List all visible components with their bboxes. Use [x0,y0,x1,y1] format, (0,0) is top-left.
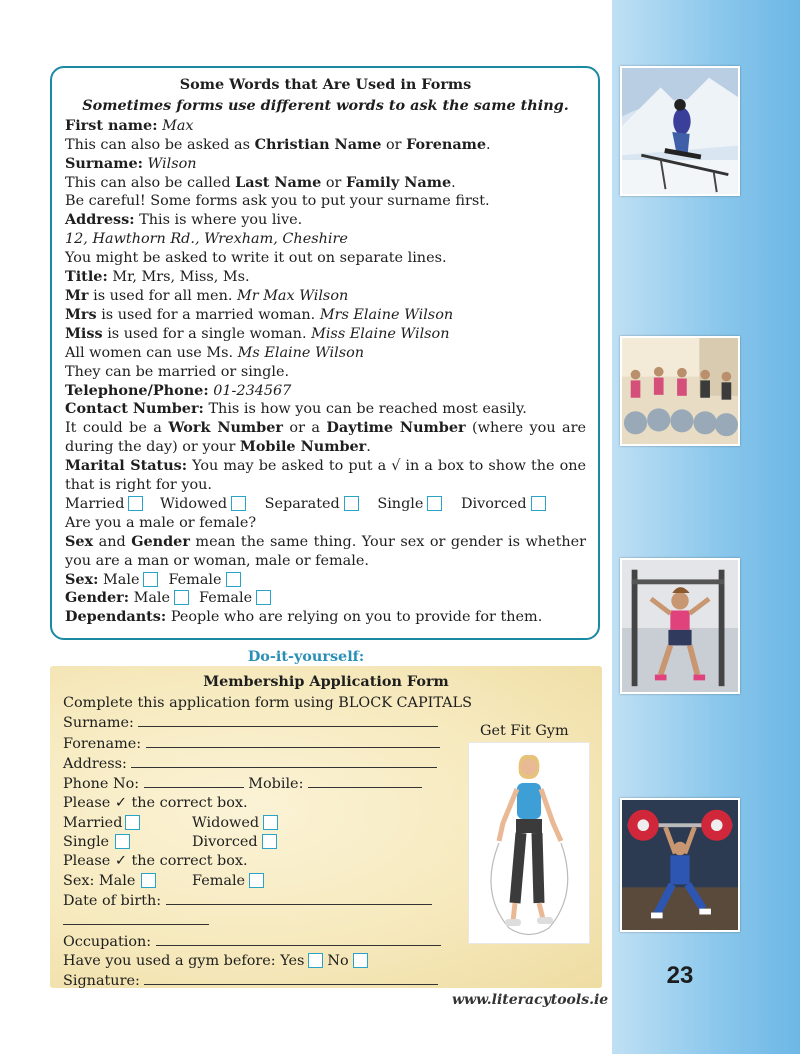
forename-row: Forename: [63,734,463,754]
phone-row: Phone No: Mobile: [63,774,463,794]
mr-line: Mr is used for all men. Mr Max Wilson [65,286,349,304]
fitness-class-photo [620,336,740,446]
signature-input[interactable] [144,971,438,985]
first-name-line: First name: Max [65,116,194,134]
sex-row: Sex: Male Female [63,872,463,891]
signature-row: Signature: [63,971,463,991]
gender-options: Gender: Male Female [65,589,586,608]
gender-female-checkbox[interactable] [256,590,271,605]
address-line: Address: This is where you live. [65,211,303,229]
contact-line: Contact Number: This is how you can be reached most easily. [65,400,527,418]
marital-line: Marital Status: You may be asked to put a √ in a box to show the one that is right for you. [65,457,587,494]
info-box [50,66,600,640]
sex-female-checkbox[interactable] [226,572,241,587]
page-number: 23 [666,962,694,989]
gym-yes-checkbox[interactable] [308,953,323,968]
gym-name: Get Fit Gym [480,723,569,739]
weightlifter-photo [620,798,740,932]
mrs-line: Mrs is used for a married woman. Mrs Elaine Wilson [65,305,454,323]
snowboarder-photo [620,66,740,196]
dob-input-2[interactable] [63,911,209,925]
form-title: Membership Application Form [203,673,449,690]
last-name-line: This can also be called Last Name or Family Name. [65,173,456,191]
form-widowed-checkbox[interactable] [263,815,278,830]
form-married-checkbox[interactable] [125,815,140,830]
phone-line: Telephone/Phone: 01-234567 [65,381,292,399]
form-male-checkbox[interactable] [141,873,156,888]
mobile-input[interactable] [308,774,422,788]
ms-line: All women can use Ms. Ms Elaine Wilson [65,344,365,361]
sex-gender-line: Sex and Gender mean the same thing. Your sex or gender is whether you are a man or woman, male or female. [65,532,587,569]
occupation-input[interactable] [156,932,441,946]
skipping-woman-photo [468,742,590,944]
diy-heading: Do-it-yourself: [247,648,365,665]
marital-options: Married Widowed Separated Single Divorced [65,495,586,514]
tick-instruction-1: Please ✓ the correct box. [63,795,248,812]
form-instruction: Complete this application form using BLOCK CAPITALS [63,695,472,711]
male-female-question: Are you a male or female? [65,514,257,531]
address-example: 12, Hawthorn Rd., Wrexham, Cheshire [65,231,348,248]
address-input[interactable] [131,754,437,768]
dependants-line: Dependants: People who are relying on you to provide for them. [65,608,543,626]
dob-row: Date of birth: [63,891,463,911]
info-subtitle: Sometimes forms use different words to ask the same thing. [82,96,569,114]
sex-male-checkbox[interactable] [143,572,158,587]
single-divorced-row: Single Divorced [63,833,463,852]
married-widowed-row: Married Widowed [63,814,463,833]
tick-instruction-2: Please ✓ the correct box. [63,853,248,870]
contact-detail: It could be a Work Number or a Daytime Number (where you are during the day) or your Mobile Number. [65,419,587,456]
form-divorced-checkbox[interactable] [262,834,277,849]
forename-input[interactable] [146,734,440,748]
form-female-checkbox[interactable] [249,873,264,888]
single-checkbox[interactable] [427,496,442,511]
address-row: Address: [63,754,463,774]
gym-no-checkbox[interactable] [353,953,368,968]
info-title: Some Words that Are Used in Forms [179,76,472,93]
divorced-checkbox[interactable] [531,496,546,511]
phone-input[interactable] [144,774,244,788]
dob-continuation [63,911,463,931]
separated-checkbox[interactable] [344,496,359,511]
dob-input[interactable] [166,891,432,905]
married-checkbox[interactable] [128,496,143,511]
title-line: Title: Mr, Mrs, Miss, Ms. [65,268,250,286]
surname-input[interactable] [138,713,438,727]
gender-male-checkbox[interactable] [174,590,189,605]
ms-note: They can be married or single. [65,363,290,380]
widowed-checkbox[interactable] [231,496,246,511]
address-note: You might be asked to write it out on separate lines. [65,250,447,267]
miss-line: Miss is used for a single woman. Miss Elaine Wilson [65,324,450,342]
weight-machine-photo [620,558,740,694]
careful-line: Be careful! Some forms ask you to put your surname first. [65,193,490,210]
website-url: www.literacytools.ie [452,992,609,1008]
surname-line: Surname: Wilson [65,154,197,172]
surname-row: Surname: [63,713,463,733]
gym-before-row: Have you used a gym before: Yes No [63,952,463,971]
sex-options: Sex: Male Female [65,571,586,590]
membership-form [50,666,602,988]
christian-line: This can also be asked as Christian Name or Forename. [65,135,491,153]
form-single-checkbox[interactable] [115,834,130,849]
occupation-row: Occupation: [63,932,463,952]
